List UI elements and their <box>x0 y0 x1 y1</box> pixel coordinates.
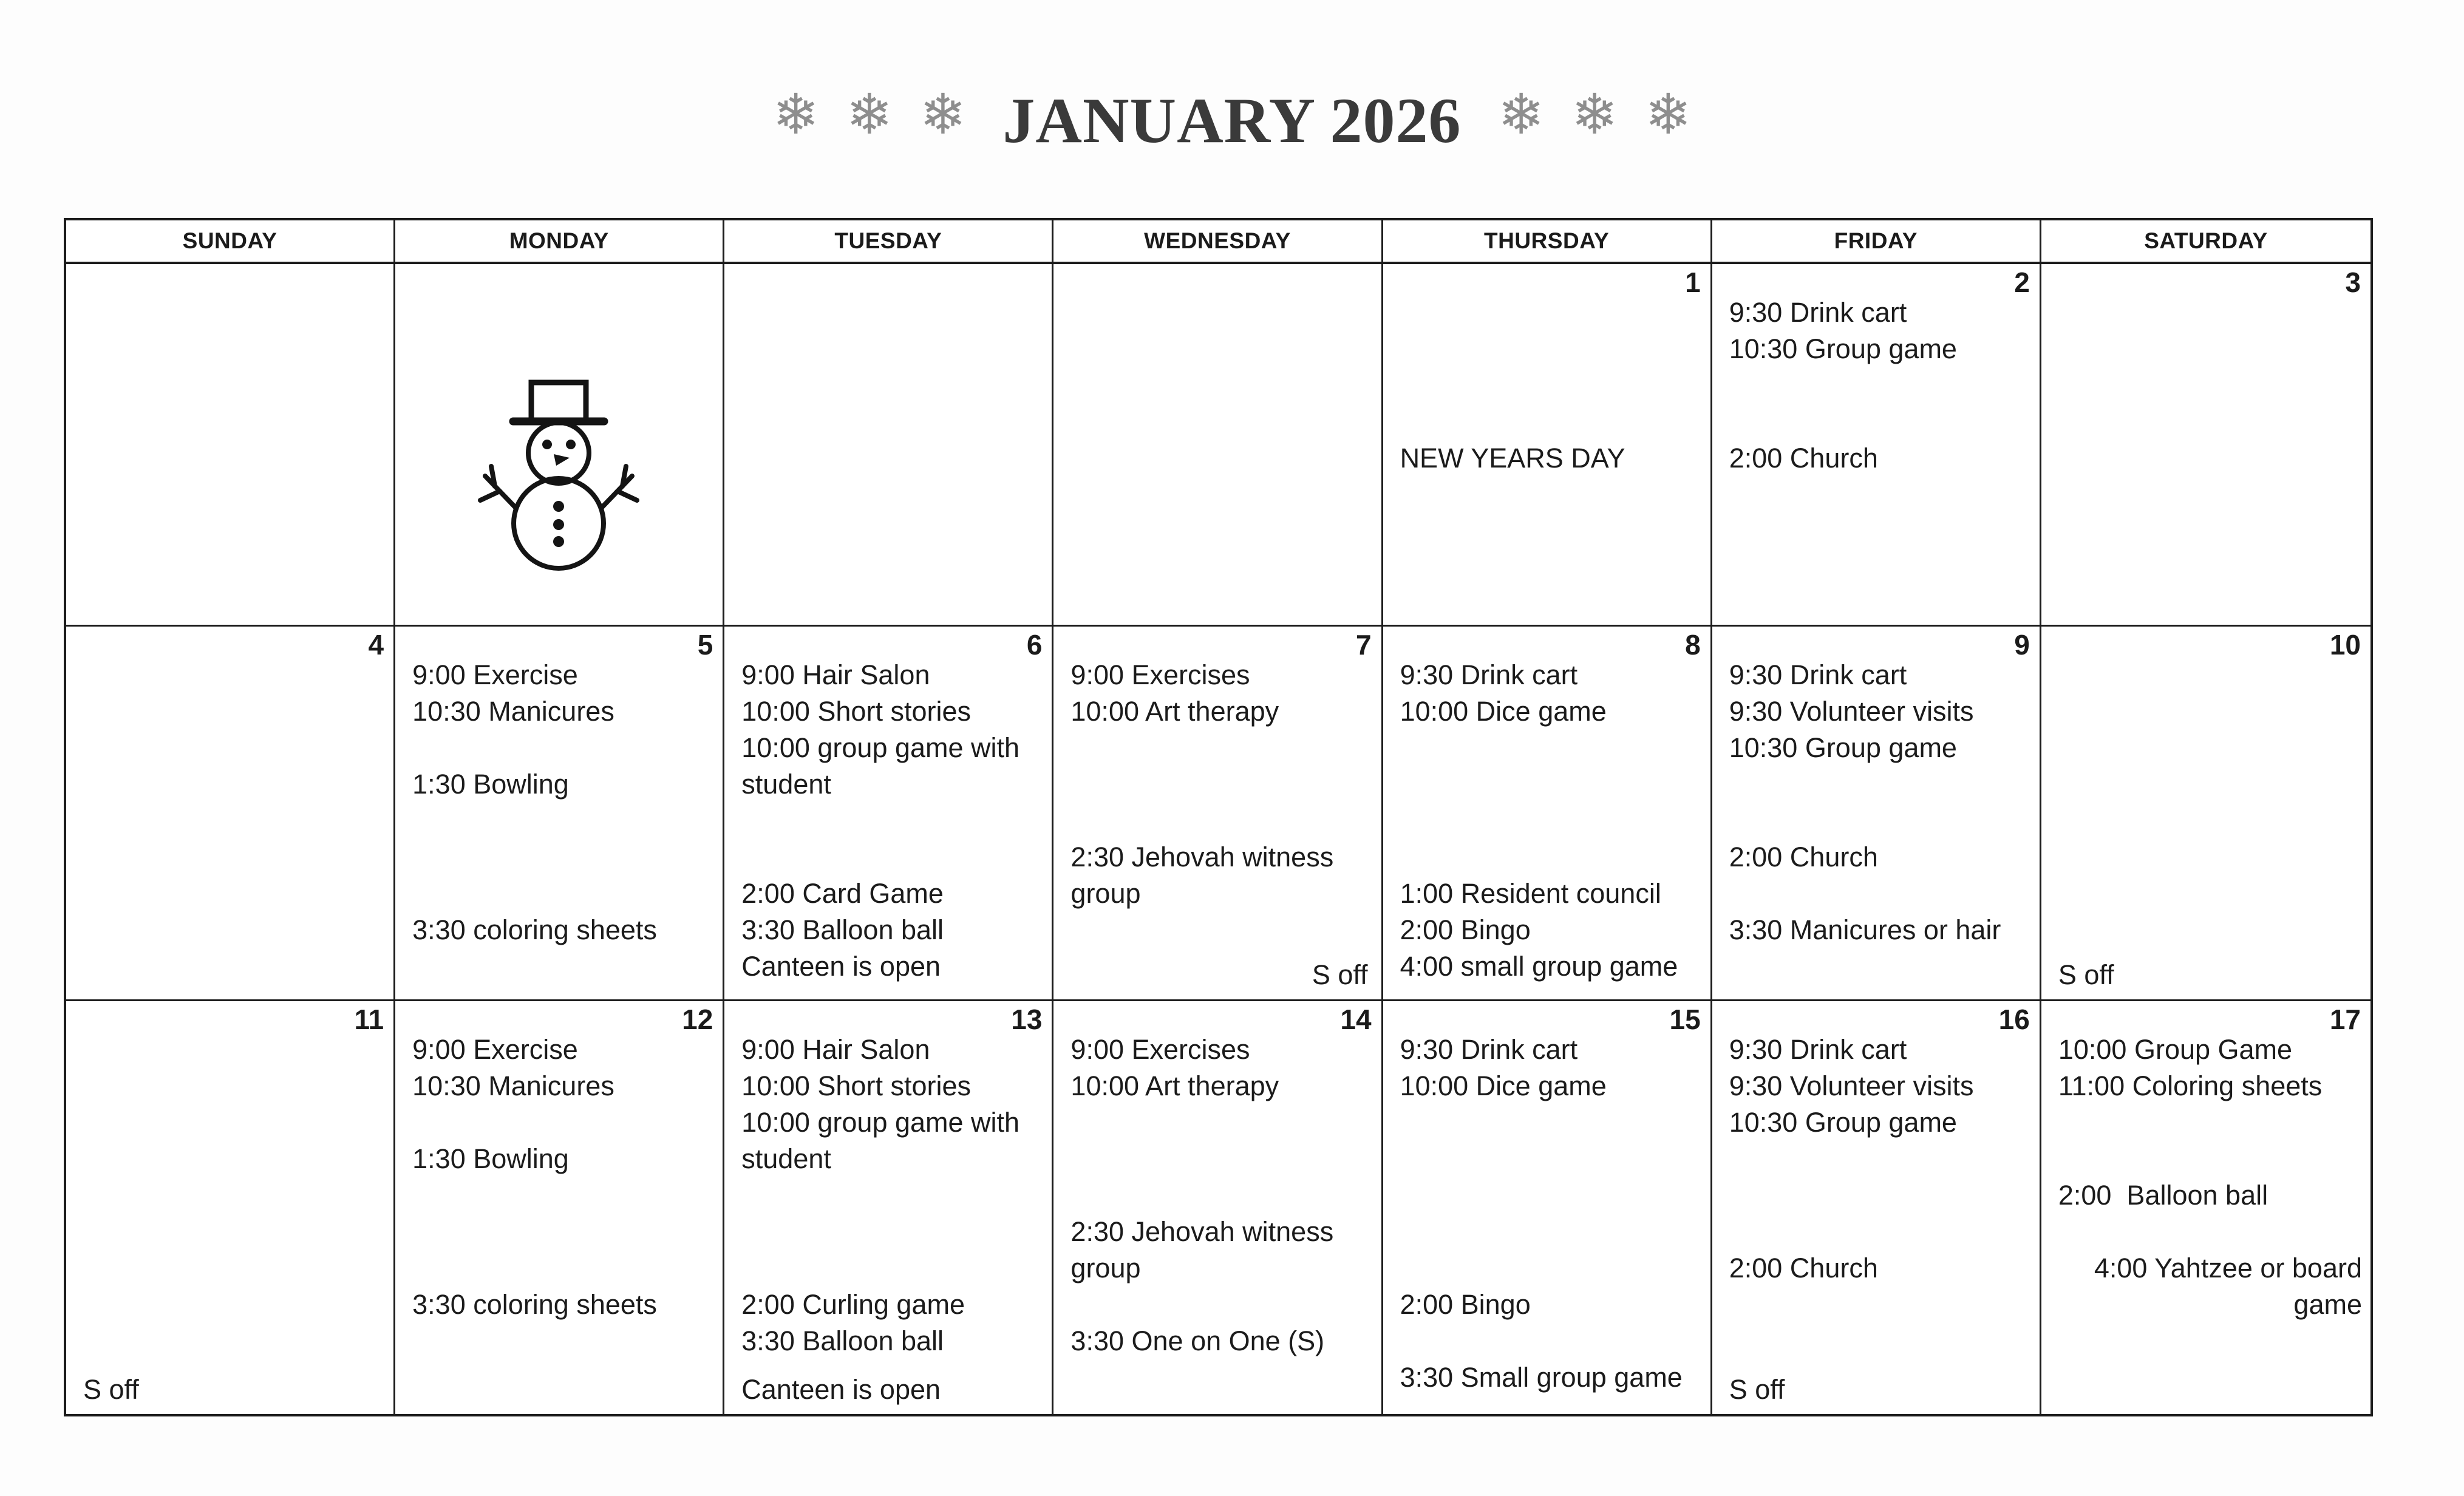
spacer-line <box>1383 294 1710 331</box>
event-line: 9:00 Hair Salon <box>741 1034 930 1065</box>
spacer-line <box>1712 1177 2040 1214</box>
date-number: 4 <box>368 629 384 661</box>
date-number: 17 <box>2329 1004 2361 1035</box>
day-cell-2 <box>1712 264 2041 627</box>
weekday-header-friday: FRIDAY <box>1712 220 2041 264</box>
spacer-line <box>1712 803 2040 839</box>
spacer-line <box>1383 367 1710 404</box>
spacer-line <box>1712 367 2040 404</box>
day-cell-7 <box>1053 627 1383 1001</box>
date-number: 5 <box>697 629 713 661</box>
event-line: 10:00 Art therapy <box>1070 696 1279 727</box>
spacer-line <box>395 730 723 766</box>
snowflake-icon: ❄ <box>1497 84 1545 146</box>
spacer-line <box>395 1250 723 1287</box>
calendar-table <box>64 218 2373 1416</box>
event-line: 9:30 Drink cart <box>1729 1034 1907 1065</box>
event-line: Canteen is open <box>741 951 941 982</box>
spacer-line <box>2041 1214 2370 1250</box>
s-off-note: S off <box>83 1374 139 1405</box>
event-line: 1:30 Bowling <box>412 769 569 800</box>
s-off-note: S off <box>1729 1374 1785 1405</box>
event-line: 9:00 Exercise <box>412 659 578 690</box>
day-cell-13 <box>724 1001 1053 1414</box>
event-line: 10:00 group game with student <box>741 732 1027 800</box>
spacer-line <box>724 1177 1052 1214</box>
spacer-line <box>1053 730 1381 766</box>
cell-events <box>1712 1032 2040 1287</box>
day-cell-10 <box>2041 627 2370 1001</box>
date-number: 11 <box>354 1004 384 1035</box>
date-number: 13 <box>1011 1004 1043 1035</box>
spacer-line <box>1712 875 2040 912</box>
spacer-line <box>724 803 1052 839</box>
event-line: 2:00 Bingo <box>1400 1289 1531 1320</box>
snowman-icon <box>477 376 642 571</box>
day-cell <box>66 264 395 627</box>
day-cell-1 <box>1383 264 1712 627</box>
spacer-line <box>1712 766 2040 803</box>
day-cell-8 <box>1383 627 1712 1001</box>
event-line: 3:30 Balloon ball <box>741 1325 944 1356</box>
weekday-header-wednesday: WEDNESDAY <box>1053 220 1383 264</box>
spacer-line <box>395 1177 723 1214</box>
event-line: 4:00 Yahtzee or board game <box>2094 1253 2370 1320</box>
date-number: 16 <box>1998 1004 2030 1035</box>
event-line: 10:00 Group Game <box>2058 1034 2293 1065</box>
cell-events <box>2041 1032 2370 1323</box>
cell-events <box>1712 657 2040 948</box>
event-line: 9:30 Drink cart <box>1400 1034 1578 1065</box>
event-line: 2:00 Balloon ball <box>2058 1180 2268 1211</box>
event-line: 10:30 Manicures <box>412 696 614 727</box>
event-line: NEW YEARS DAY <box>1400 443 1625 474</box>
event-line: 2:00 Curling game <box>741 1289 965 1320</box>
event-line: 2:00 Church <box>1729 1253 1878 1284</box>
event-line: 10:30 Group game <box>1729 1107 1957 1138</box>
date-number: 15 <box>1669 1004 1701 1035</box>
cell-events <box>1383 294 1710 477</box>
event-line: 1:30 Bowling <box>412 1143 569 1174</box>
spacer-line <box>1383 1104 1710 1141</box>
event-line: 10:30 Group game <box>1729 732 1957 763</box>
event-line: 10:00 Art therapy <box>1070 1070 1279 1101</box>
month-title: JANUARY 2026 <box>1002 85 1462 156</box>
date-number: 9 <box>2014 629 2030 661</box>
event-line: 9:30 Drink cart <box>1729 297 1907 328</box>
spacer-line <box>395 839 723 875</box>
day-cell <box>1053 264 1383 627</box>
spacer-line <box>1053 1104 1381 1141</box>
event-line: 2:30 Jehovah witness group <box>1070 841 1341 909</box>
weekday-header-saturday: SATURDAY <box>2041 220 2370 264</box>
date-number: 3 <box>2345 267 2361 298</box>
event-line: 2:00 Card Game <box>741 878 944 909</box>
event-line: 11:00 Coloring sheets <box>2058 1070 2323 1101</box>
event-line: 9:00 Exercises <box>1070 659 1250 690</box>
event-line: 3:30 Balloon ball <box>741 914 944 945</box>
cell-events <box>1053 1032 1381 1359</box>
snowflake-icon: ❄ <box>772 84 820 146</box>
event-line: 9:30 Volunteer visits <box>1729 696 1974 727</box>
spacer-line <box>1383 730 1710 766</box>
spacer-line <box>1053 1177 1381 1214</box>
day-cell-5 <box>395 627 724 1001</box>
event-line: 3:30 coloring sheets <box>412 914 657 945</box>
event-line: 2:00 Church <box>1729 841 1878 872</box>
spacer-line <box>1383 404 1710 440</box>
event-line: 9:30 Volunteer visits <box>1729 1070 1974 1101</box>
spacer-line <box>724 839 1052 875</box>
day-cell-16 <box>1712 1001 2041 1414</box>
day-cell-12 <box>395 1001 724 1414</box>
cell-events <box>724 1032 1052 1359</box>
spacer-line <box>1383 1250 1710 1287</box>
date-number: 8 <box>1685 629 1701 661</box>
date-number: 7 <box>1355 629 1372 661</box>
spacer-line <box>1712 1141 2040 1177</box>
date-number: 1 <box>1685 267 1701 298</box>
event-line: 9:00 Exercise <box>412 1034 578 1065</box>
event-line: 4:00 small group game <box>1400 951 1678 982</box>
cell-events <box>395 1032 723 1323</box>
s-off-note: S off <box>2058 959 2114 990</box>
event-line: 9:30 Drink cart <box>1729 659 1907 690</box>
date-number: 14 <box>1340 1004 1372 1035</box>
spacer-line <box>1383 766 1710 803</box>
event-line: 1:00 Resident council <box>1400 878 1661 909</box>
spacer-line <box>1053 766 1381 803</box>
spacer-line <box>395 1104 723 1141</box>
cell-events <box>1053 657 1381 912</box>
day-cell-17 <box>2041 1001 2370 1414</box>
snowflake-icon: ❄ <box>846 84 893 146</box>
event-line: 3:30 coloring sheets <box>412 1289 657 1320</box>
cell-events <box>1712 294 2040 477</box>
spacer-line <box>1053 1287 1381 1323</box>
event-line: 2:00 Bingo <box>1400 914 1531 945</box>
spacer-line <box>1383 839 1710 875</box>
spacer-line <box>1383 331 1710 367</box>
event-line: 3:30 One on One (S) <box>1070 1325 1325 1356</box>
spacer-line <box>1383 803 1710 839</box>
date-number: 6 <box>1026 629 1043 661</box>
spacer-line <box>724 1250 1052 1287</box>
date-number: 10 <box>2329 629 2361 661</box>
event-line: 10:30 Group game <box>1729 333 1957 364</box>
spacer-line <box>2041 1141 2370 1177</box>
spacer-line <box>1053 1141 1381 1177</box>
cell-events <box>1383 657 1710 985</box>
day-cell <box>395 264 724 627</box>
spacer-line <box>395 803 723 839</box>
weekday-header-thursday: THURSDAY <box>1383 220 1712 264</box>
spacer-line <box>1383 1177 1710 1214</box>
day-cell-6 <box>724 627 1053 1001</box>
canteen-note: Canteen is open <box>741 1374 941 1405</box>
event-line: 10:00 Dice game <box>1400 696 1607 727</box>
spacer-line <box>1053 803 1381 839</box>
spacer-line <box>395 875 723 912</box>
s-off-note: S off <box>1312 959 1368 990</box>
spacer-line <box>395 1214 723 1250</box>
day-cell-9 <box>1712 627 2041 1001</box>
weekday-header-tuesday: TUESDAY <box>724 220 1053 264</box>
day-cell-3 <box>2041 264 2370 627</box>
event-line: 10:00 Short stories <box>741 696 971 727</box>
spacer-line <box>2041 1104 2370 1141</box>
spacer-line <box>724 1214 1052 1250</box>
event-line: 3:30 Small group game <box>1400 1362 1683 1393</box>
title-bar <box>0 84 2464 158</box>
day-cell <box>724 264 1053 627</box>
day-cell-4 <box>66 627 395 1001</box>
date-number: 2 <box>2014 267 2030 298</box>
day-cell-15 <box>1383 1001 1712 1414</box>
snowflake-icon: ❄ <box>919 84 967 146</box>
weekday-header-monday: MONDAY <box>395 220 724 264</box>
event-line: 9:30 Drink cart <box>1400 659 1578 690</box>
cell-events <box>395 657 723 948</box>
day-cell-11 <box>66 1001 395 1414</box>
snowflake-icon: ❄ <box>1644 84 1692 146</box>
spacer-line <box>1712 404 2040 440</box>
event-line: 2:30 Jehovah witness group <box>1070 1216 1341 1284</box>
event-line: 10:00 Short stories <box>741 1070 971 1101</box>
event-line: 9:00 Hair Salon <box>741 659 930 690</box>
spacer-line <box>1712 1214 2040 1250</box>
spacer-line <box>1383 1214 1710 1250</box>
event-line: 9:00 Exercises <box>1070 1034 1250 1065</box>
event-line: 2:00 Church <box>1729 443 1878 474</box>
cell-events <box>1383 1032 1710 1396</box>
weekday-header-sunday: SUNDAY <box>66 220 395 264</box>
date-number: 12 <box>682 1004 713 1035</box>
spacer-line <box>1383 1323 1710 1359</box>
day-cell-14 <box>1053 1001 1383 1414</box>
event-line: 10:00 group game with student <box>741 1107 1027 1174</box>
snowflake-icon: ❄ <box>1571 84 1618 146</box>
spacer-line <box>1383 1141 1710 1177</box>
event-line: 10:00 Dice game <box>1400 1070 1607 1101</box>
snowflakes-right <box>1497 84 1692 149</box>
cell-events <box>724 657 1052 985</box>
snowflakes-left <box>772 84 967 149</box>
event-line: 10:30 Manicures <box>412 1070 614 1101</box>
event-line: 3:30 Manicures or hair <box>1729 914 2001 945</box>
